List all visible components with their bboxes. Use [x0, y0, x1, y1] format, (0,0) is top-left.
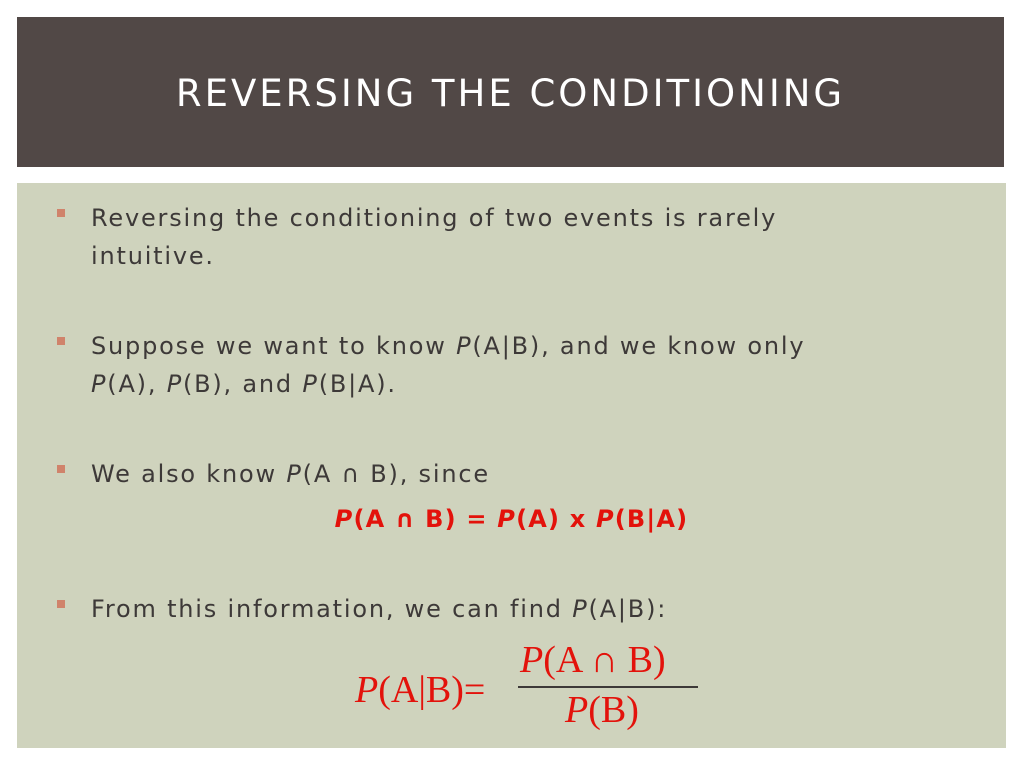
equation-lhs: P(A|B)= — [355, 669, 486, 711]
bullet-3-text: We also know P(A ∩ B), since — [91, 460, 490, 488]
bullet-4-text: From this information, we can find P(A|B): — [91, 595, 668, 623]
bullet-marker — [57, 337, 65, 345]
slide-title: REVERSING THE CONDITIONING — [175, 71, 846, 115]
equation-numerator: P(A ∩ B) — [520, 639, 666, 681]
joint-probability-formula: P(A ∩ B) = P(A) x P(B|A) — [334, 505, 689, 533]
title-bar — [17, 17, 1004, 167]
bullet-marker — [57, 209, 65, 217]
bullet-marker — [57, 600, 65, 608]
bullet-2-text: Suppose we want to know P(A|B), and we know only P(A), P(B), and P(B|A). — [91, 332, 806, 398]
equation-denominator: P(B) — [565, 689, 639, 731]
bullet-1-text: Reversing the conditioning of two events is rarely intuitive. — [91, 204, 778, 270]
bullet-marker — [57, 465, 65, 473]
content-area — [17, 183, 1006, 748]
